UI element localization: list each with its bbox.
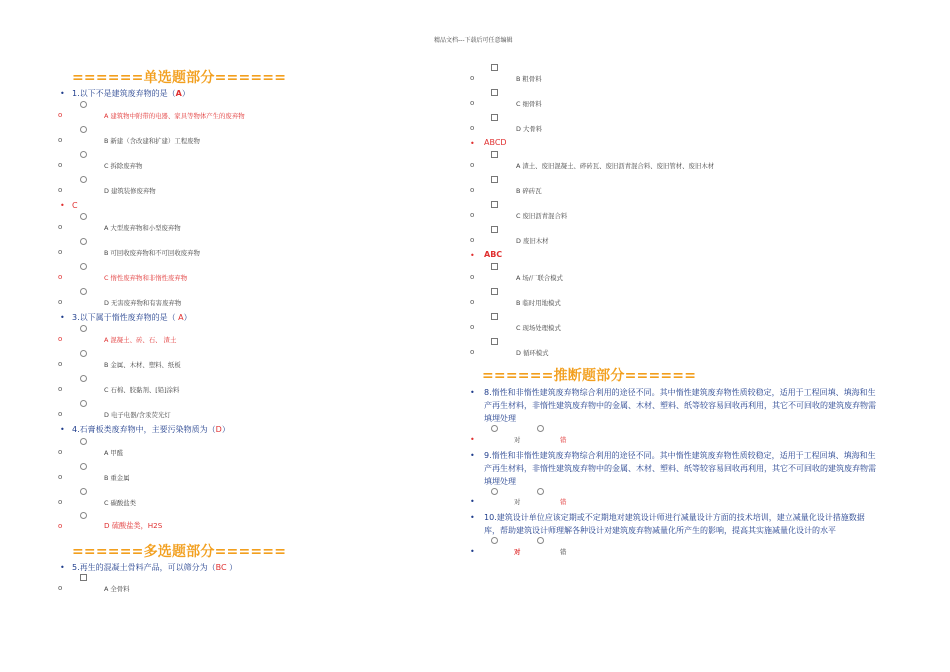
bullet-marker: • xyxy=(60,425,65,434)
bullet-marker: • xyxy=(470,435,475,444)
question-1: 1.以下不是建筑废弃物的是（A） xyxy=(72,89,190,98)
option-radio[interactable] xyxy=(80,438,87,445)
page-header: 精品文档---下载后可任意编辑 xyxy=(434,37,513,44)
q5-option-a: A 全骨料 xyxy=(104,585,130,593)
option-checkbox[interactable] xyxy=(491,226,498,233)
circle-marker: o xyxy=(470,236,475,244)
q6-option-c: C 废旧沥青混合料 xyxy=(516,212,568,220)
option-checkbox[interactable] xyxy=(491,176,498,183)
q2-option-c: C 惰性废弃物和非惰性废弃物 xyxy=(104,274,188,282)
q7-option-b: B 临时用地模式 xyxy=(516,299,561,307)
question-3: 3.以下属于惰性废弃物的是（ A） xyxy=(72,313,192,322)
option-checkbox[interactable] xyxy=(491,64,498,71)
option-radio[interactable] xyxy=(80,213,87,220)
q2-option-d: D 无害废弃物和有害废弃物 xyxy=(104,299,182,307)
option-radio[interactable] xyxy=(537,537,544,544)
option-checkbox[interactable] xyxy=(491,263,498,270)
option-checkbox[interactable] xyxy=(491,114,498,121)
q3-option-c: C 石棉、胶黏剂、[铅]涂料 xyxy=(104,386,180,394)
option-radio[interactable] xyxy=(80,350,87,357)
question-10: 10.建筑设计单位应该定期或不定期地对建筑设计师进行减量设计方面的技术培训，建立减量化设计措施数据库，帮助建筑设计师理解各种设计对建筑废弃物减量化所产生的影响，提高其实施减量化设计的水平 xyxy=(484,513,865,535)
option-radio[interactable] xyxy=(80,512,87,519)
option-radio[interactable] xyxy=(80,263,87,270)
option-radio[interactable] xyxy=(80,375,87,382)
option-checkbox[interactable] xyxy=(491,313,498,320)
bullet-marker: • xyxy=(60,563,65,572)
circle-marker: o xyxy=(58,473,63,481)
q4-option-d: D 硫酸盐类，H2S xyxy=(104,521,163,530)
circle-marker: o xyxy=(58,584,63,592)
q4-option-b: B 重金属 xyxy=(104,474,130,482)
q1-option-b: B 新建（含改建和扩建）工程废物 xyxy=(104,137,200,145)
bullet-marker: • xyxy=(60,89,65,98)
bullet-marker: • xyxy=(470,388,475,397)
option-checkbox[interactable] xyxy=(80,574,87,581)
circle-marker: o xyxy=(58,223,63,231)
q7-option-d: D 循环模式 xyxy=(516,349,549,357)
q6-option-b: B 碎砖瓦 xyxy=(516,187,542,195)
section-title-multi: ======多选题部分====== xyxy=(72,544,287,560)
q1-option-a: A 建筑物中附带的电器、家具等物体产生的废弃物 xyxy=(104,112,245,120)
q6-option-d: D 废旧木材 xyxy=(516,237,549,245)
q3-option-d: D 电子电器/含汞荧光灯 xyxy=(104,411,171,419)
q5-option-b: B 粗骨料 xyxy=(516,75,542,83)
q8-false: 错 xyxy=(560,436,567,444)
circle-marker: o xyxy=(470,161,475,169)
q9-true: 对 xyxy=(514,498,521,506)
q10-true: 对 xyxy=(514,548,521,556)
option-radio[interactable] xyxy=(80,176,87,183)
option-radio[interactable] xyxy=(80,101,87,108)
option-radio[interactable] xyxy=(491,537,498,544)
option-radio[interactable] xyxy=(80,151,87,158)
circle-marker: o xyxy=(58,522,63,530)
option-checkbox[interactable] xyxy=(491,288,498,295)
q4-option-c: C 碳酸盐类 xyxy=(104,499,137,507)
option-radio[interactable] xyxy=(491,425,498,432)
q3-option-a: A 混凝土、砖、石、 渣土 xyxy=(104,336,177,344)
bullet-marker: • xyxy=(60,313,65,322)
option-checkbox[interactable] xyxy=(491,151,498,158)
q2-option-b: B 可回收废弃物和不可回收废弃物 xyxy=(104,249,200,257)
circle-marker: o xyxy=(58,385,63,393)
bullet-marker: • xyxy=(470,547,475,556)
bullet-marker: • xyxy=(60,201,65,210)
question-9: 9.惰性和非惰性建筑废弃物综合利用的途径不同。其中惰性建筑废弃物性质较稳定，适用于工程回填、填海和生产再生材料，非惰性建筑废弃物中的金属、木材、塑料、纸等较容易回收再利用，其它不可回收的建筑废弃物需填埋处理 xyxy=(484,451,876,486)
section-title-judge: ======推断题部分====== xyxy=(482,368,697,384)
option-radio[interactable] xyxy=(537,488,544,495)
q1-option-d: D 建筑装修废弃物 xyxy=(104,187,156,195)
bullet-marker: • xyxy=(470,497,475,506)
option-radio[interactable] xyxy=(80,400,87,407)
option-radio[interactable] xyxy=(80,325,87,332)
q8-true: 对 xyxy=(514,436,521,444)
circle-marker: o xyxy=(470,211,475,219)
q2-option-a: A 大型废弃物和小型废弃物 xyxy=(104,224,181,232)
circle-marker: o xyxy=(58,161,63,169)
circle-marker: o xyxy=(58,498,63,506)
circle-marker: o xyxy=(470,124,475,132)
q7-option-c: C 现场处理模式 xyxy=(516,324,561,332)
option-radio[interactable] xyxy=(491,488,498,495)
q3-option-b: B 金属、木材、塑料、纸板 xyxy=(104,361,181,369)
q10-false: 错 xyxy=(560,548,567,556)
circle-marker: o xyxy=(58,248,63,256)
circle-marker: o xyxy=(470,186,475,194)
option-radio[interactable] xyxy=(80,288,87,295)
option-checkbox[interactable] xyxy=(491,89,498,96)
circle-marker: o xyxy=(470,323,475,331)
q6-option-a: A 渣土、废旧混凝土、碎砖瓦、废旧沥青混合料、废旧管材、废旧木材 xyxy=(516,162,715,170)
circle-marker: o xyxy=(58,335,63,343)
option-radio[interactable] xyxy=(80,238,87,245)
q2-answer: C xyxy=(72,201,78,210)
q4-option-a: A 甲醛 xyxy=(104,449,124,457)
circle-marker: o xyxy=(58,186,63,194)
section-title-single: ======单选题部分====== xyxy=(72,70,287,86)
circle-marker: o xyxy=(58,273,63,281)
circle-marker: o xyxy=(58,360,63,368)
circle-marker: o xyxy=(470,273,475,281)
circle-marker: o xyxy=(470,99,475,107)
q7-option-a: A 场/厂联合模式 xyxy=(516,274,563,282)
option-checkbox[interactable] xyxy=(491,201,498,208)
q9-false: 错 xyxy=(560,498,567,506)
bullet-marker: • xyxy=(470,513,475,522)
circle-marker: o xyxy=(470,298,475,306)
option-radio[interactable] xyxy=(80,463,87,470)
circle-marker: o xyxy=(58,111,63,119)
circle-marker: o xyxy=(470,74,475,82)
option-checkbox[interactable] xyxy=(491,338,498,345)
bullet-marker: • xyxy=(470,251,475,260)
bullet-marker: • xyxy=(470,139,475,148)
q7-answer: ABC xyxy=(484,250,503,259)
circle-marker: o xyxy=(58,448,63,456)
q5-option-d: D 大骨料 xyxy=(516,125,543,133)
question-4: 4.石膏板类废弃物中，主要污染物质为（D） xyxy=(72,425,230,434)
bullet-marker: • xyxy=(470,451,475,460)
circle-marker: o xyxy=(470,348,475,356)
q1-option-c: C 拆除废弃物 xyxy=(104,162,143,170)
option-radio[interactable] xyxy=(80,488,87,495)
circle-marker: o xyxy=(58,136,63,144)
option-radio[interactable] xyxy=(537,425,544,432)
circle-marker: o xyxy=(58,298,63,306)
question-5: 5.再生的混凝土骨料产品，可以筛分为（BC ） xyxy=(72,563,238,572)
circle-marker: o xyxy=(58,410,63,418)
option-radio[interactable] xyxy=(80,126,87,133)
q6-answer: ABCD xyxy=(484,138,507,147)
q5-option-c: C 细骨料 xyxy=(516,100,542,108)
question-8: 8.惰性和非惰性建筑废弃物综合利用的途径不同。其中惰性建筑废弃物性质较稳定，适用于工程回填、填海和生产再生材料，非惰性建筑废弃物中的金属、木材、塑料、纸等较容易回收再利用，其它不可回收的建筑废弃物需填埋处理 xyxy=(484,388,876,423)
